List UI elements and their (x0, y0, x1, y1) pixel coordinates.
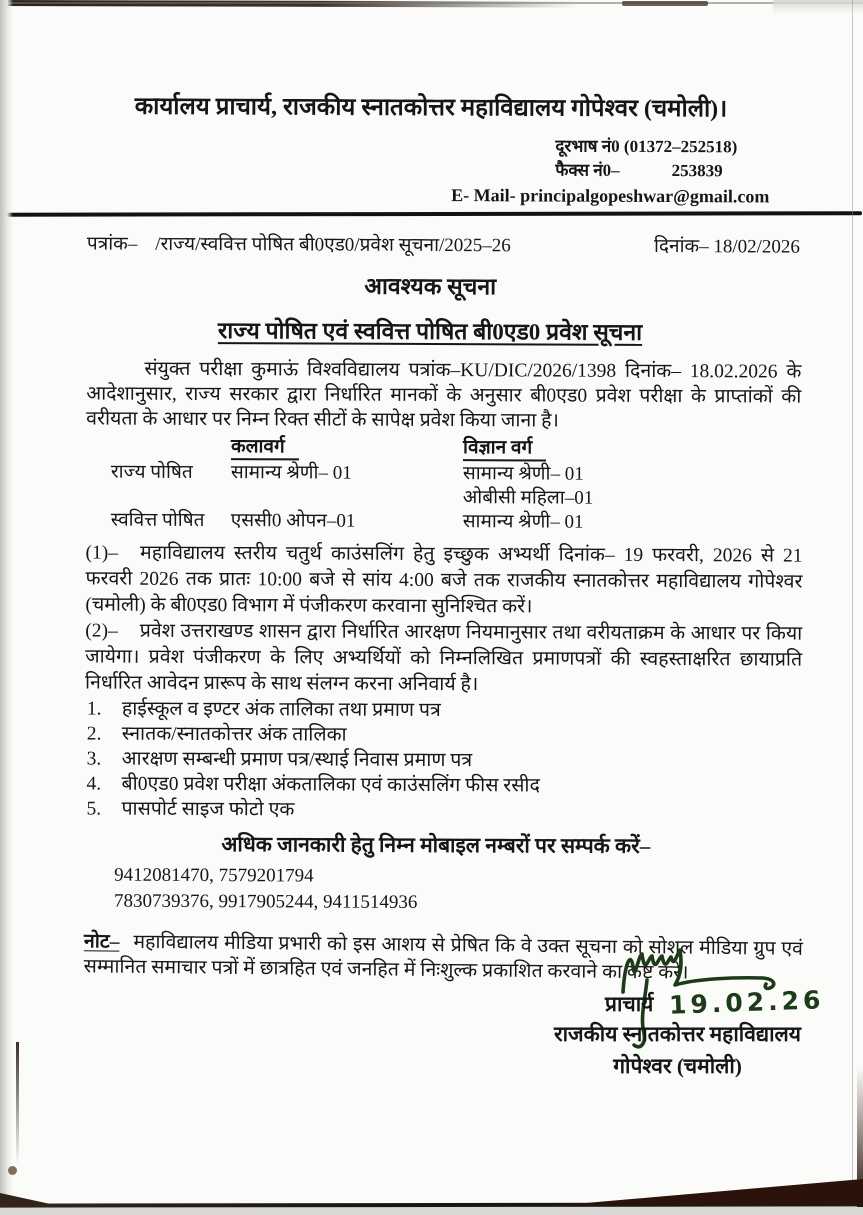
handwritten-date: 19.02.26 (668, 985, 826, 1020)
document-item (87, 697, 800, 725)
point-1 (85, 540, 802, 621)
point-2-number: (2)– (85, 620, 118, 642)
point-2 (85, 618, 802, 699)
phone-line: दूरभाष नं0 (01372–252518) (555, 136, 738, 157)
document-item-number: 1. (86, 698, 102, 720)
scan-edge-right-dark (857, 1067, 863, 1207)
document-item-text: हाईस्कूल व इण्टर अंक तालिका तथा प्रमाण पत्र (121, 698, 441, 722)
reference-line (87, 231, 800, 260)
funding-row-label: स्ववित्त पोषित (110, 509, 205, 532)
scan-edge-bottom-gray (0, 1206, 863, 1215)
scan-left-scratch (16, 1042, 19, 1164)
signature-org-line-2: गोपेश्वर (चमोली) (613, 1054, 742, 1078)
contact-numbers-line-1: 9412081470, 7579201794 (114, 864, 314, 887)
seats-cell: सामान्य श्रेणी– 01 (462, 511, 584, 533)
scan-corner-bottom-left (0, 1193, 55, 1205)
email-line: E- Mail- principalgopeshwar@gmail.com (451, 185, 770, 207)
letter-number-value: /राज्य/स्ववित्त पोषित बी0एड0/प्रवेश सूचना/2025–26 (155, 233, 511, 257)
document-item-text: आरक्षण सम्बन्धी प्रमाण पत्र/स्थाई निवास प्रमाण पत्र (121, 748, 473, 772)
fax-line (555, 159, 862, 183)
letterhead-divider (0, 211, 862, 217)
notice-heading: आवश्यक सूचना (364, 273, 497, 300)
letter-number-label: पत्रांक– (86, 233, 138, 255)
seats-empty-cell (111, 435, 231, 461)
fax-label: फैक्स नं0– (555, 160, 620, 180)
document-item-text: स्नातक/स्नातकोत्तर अंक तालिका (121, 723, 347, 746)
document-item-text: बी0एड0 प्रवेश परीक्षा अंकतालिका एवं काउंसलिंग फीस रसीद (121, 773, 540, 797)
document-item (86, 797, 799, 825)
seats-cell: सामान्य श्रेणी– 01 (462, 463, 584, 485)
point-1-text: महाविद्यालय स्तरीय चतुर्थ काउंसलिंग हेतु इच्छुक अभ्यर्थी दिनांक– 19 फरवरी, 2026 से 21 फरवरी 2026 तक प्रातः 10:00 बजे से सांय 4:00 बजे तक राजकीय स्नातकोत्तर महाविद्यालय गोपेश्वर (चमोली) के बी0एड0 विभाग में पंजीकरण करवाना सुनिश्चित करें। (85, 542, 803, 618)
contact-heading: अधिक जानकारी हेतु निम्न मोबाइल नम्बरों पर सम्पर्क करें– (221, 832, 651, 858)
document-item-number: 4. (86, 773, 102, 795)
letter-number (87, 231, 511, 259)
fax-number: 253839 (671, 161, 723, 181)
office-title: कार्यालय प्राचार्य, राजकीय स्नातकोत्तर महाविद्यालय गोपेश्वर (चमोली)। (134, 93, 728, 123)
funding-row-label: राज्य पोषित (110, 461, 193, 483)
science-column-header: विज्ञान वर्ग (463, 436, 546, 461)
subject-heading: राज्य पोषित एवं स्ववित्त पोषित बी0एड0 प्रवेश सूचना (217, 318, 643, 345)
document-item-number: 2. (86, 723, 102, 745)
point-2-text: प्रवेश उत्तराखण्ड शासन द्वारा निर्धारित आरक्षण नियमानुसार तथा वरीयताक्रम के आधार पर किया जायेगा। प्रवेश पंजीकरण के लिए अभ्यर्थियों को निम्नलिखित प्रमाणपत्रों की स्वहस्ताक्षरित छायाप्रति निर्धारित आवेदन प्रारूप के साथ संलग्न करना अनिवार्य है। (84, 620, 803, 696)
seats-cell: ओबीसी महिला–01 (462, 487, 594, 509)
note-label: नोट– (83, 931, 120, 953)
scan-left-spot (8, 1166, 17, 1175)
document-item-number: 5. (86, 798, 102, 820)
designation-label: प्राचार्य (605, 992, 654, 1016)
designation-line (605, 985, 826, 1020)
seats-cell: सामान्य श्रेणी– 01 (230, 462, 352, 484)
document-item (87, 722, 800, 750)
arts-column-header: कलावर्ग (231, 435, 299, 460)
letter-date-label: दिनांक– (653, 235, 709, 258)
document-item (87, 772, 800, 800)
letter-date (654, 234, 800, 261)
letter-date-value: 18/02/2026 (713, 236, 800, 258)
seats-table (111, 435, 861, 535)
seats-empty-cell (231, 485, 463, 509)
seats-cell: एससी0 ओपन–01 (230, 510, 356, 532)
note-text: महाविद्यालय मीडिया प्रभारी को इस आशय से प्रेषित कि वे उक्त सूचना को सोशल मीडिया ग्रुप एवं सम्मानित समाचार पत्रों में छात्रहित एवं जनहित में निःशुल्क प्रकाशित करवाने का कष्ट करें। (83, 931, 804, 984)
point-1-number: (1)– (85, 542, 119, 564)
document-item-text: पासपोर्ट साइज फोटो एक (121, 798, 295, 821)
intro-paragraph: संयुक्त परीक्षा कुमाऊं विश्वविद्यालय पत्रांक–KU/DIC/2026/1398 दिनांक– 18.02.2026 के आदेशानुसार, राज्य सरकार द्वारा निर्धारित मानकों के अनुसार बी0एड0 प्रवेश परीक्षा के प्राप्तांकों की वरीयता के आधार पर निम्न रिक्त सीटों के सापेक्ष प्रवेश किया जाना है। (86, 358, 802, 432)
document-item-number: 3. (86, 748, 102, 770)
signature-org-line-1: राजकीय स्नातकोत्तर महाविद्यालय (554, 1022, 801, 1046)
scan-edge-bottom-dark (0, 1202, 863, 1207)
scan-corner-bottom-right (563, 1179, 863, 1205)
contact-numbers-line-2: 7830739376, 9917905244, 9411514936 (114, 890, 418, 913)
seats-empty-cell (111, 485, 231, 509)
document-item (87, 747, 800, 775)
